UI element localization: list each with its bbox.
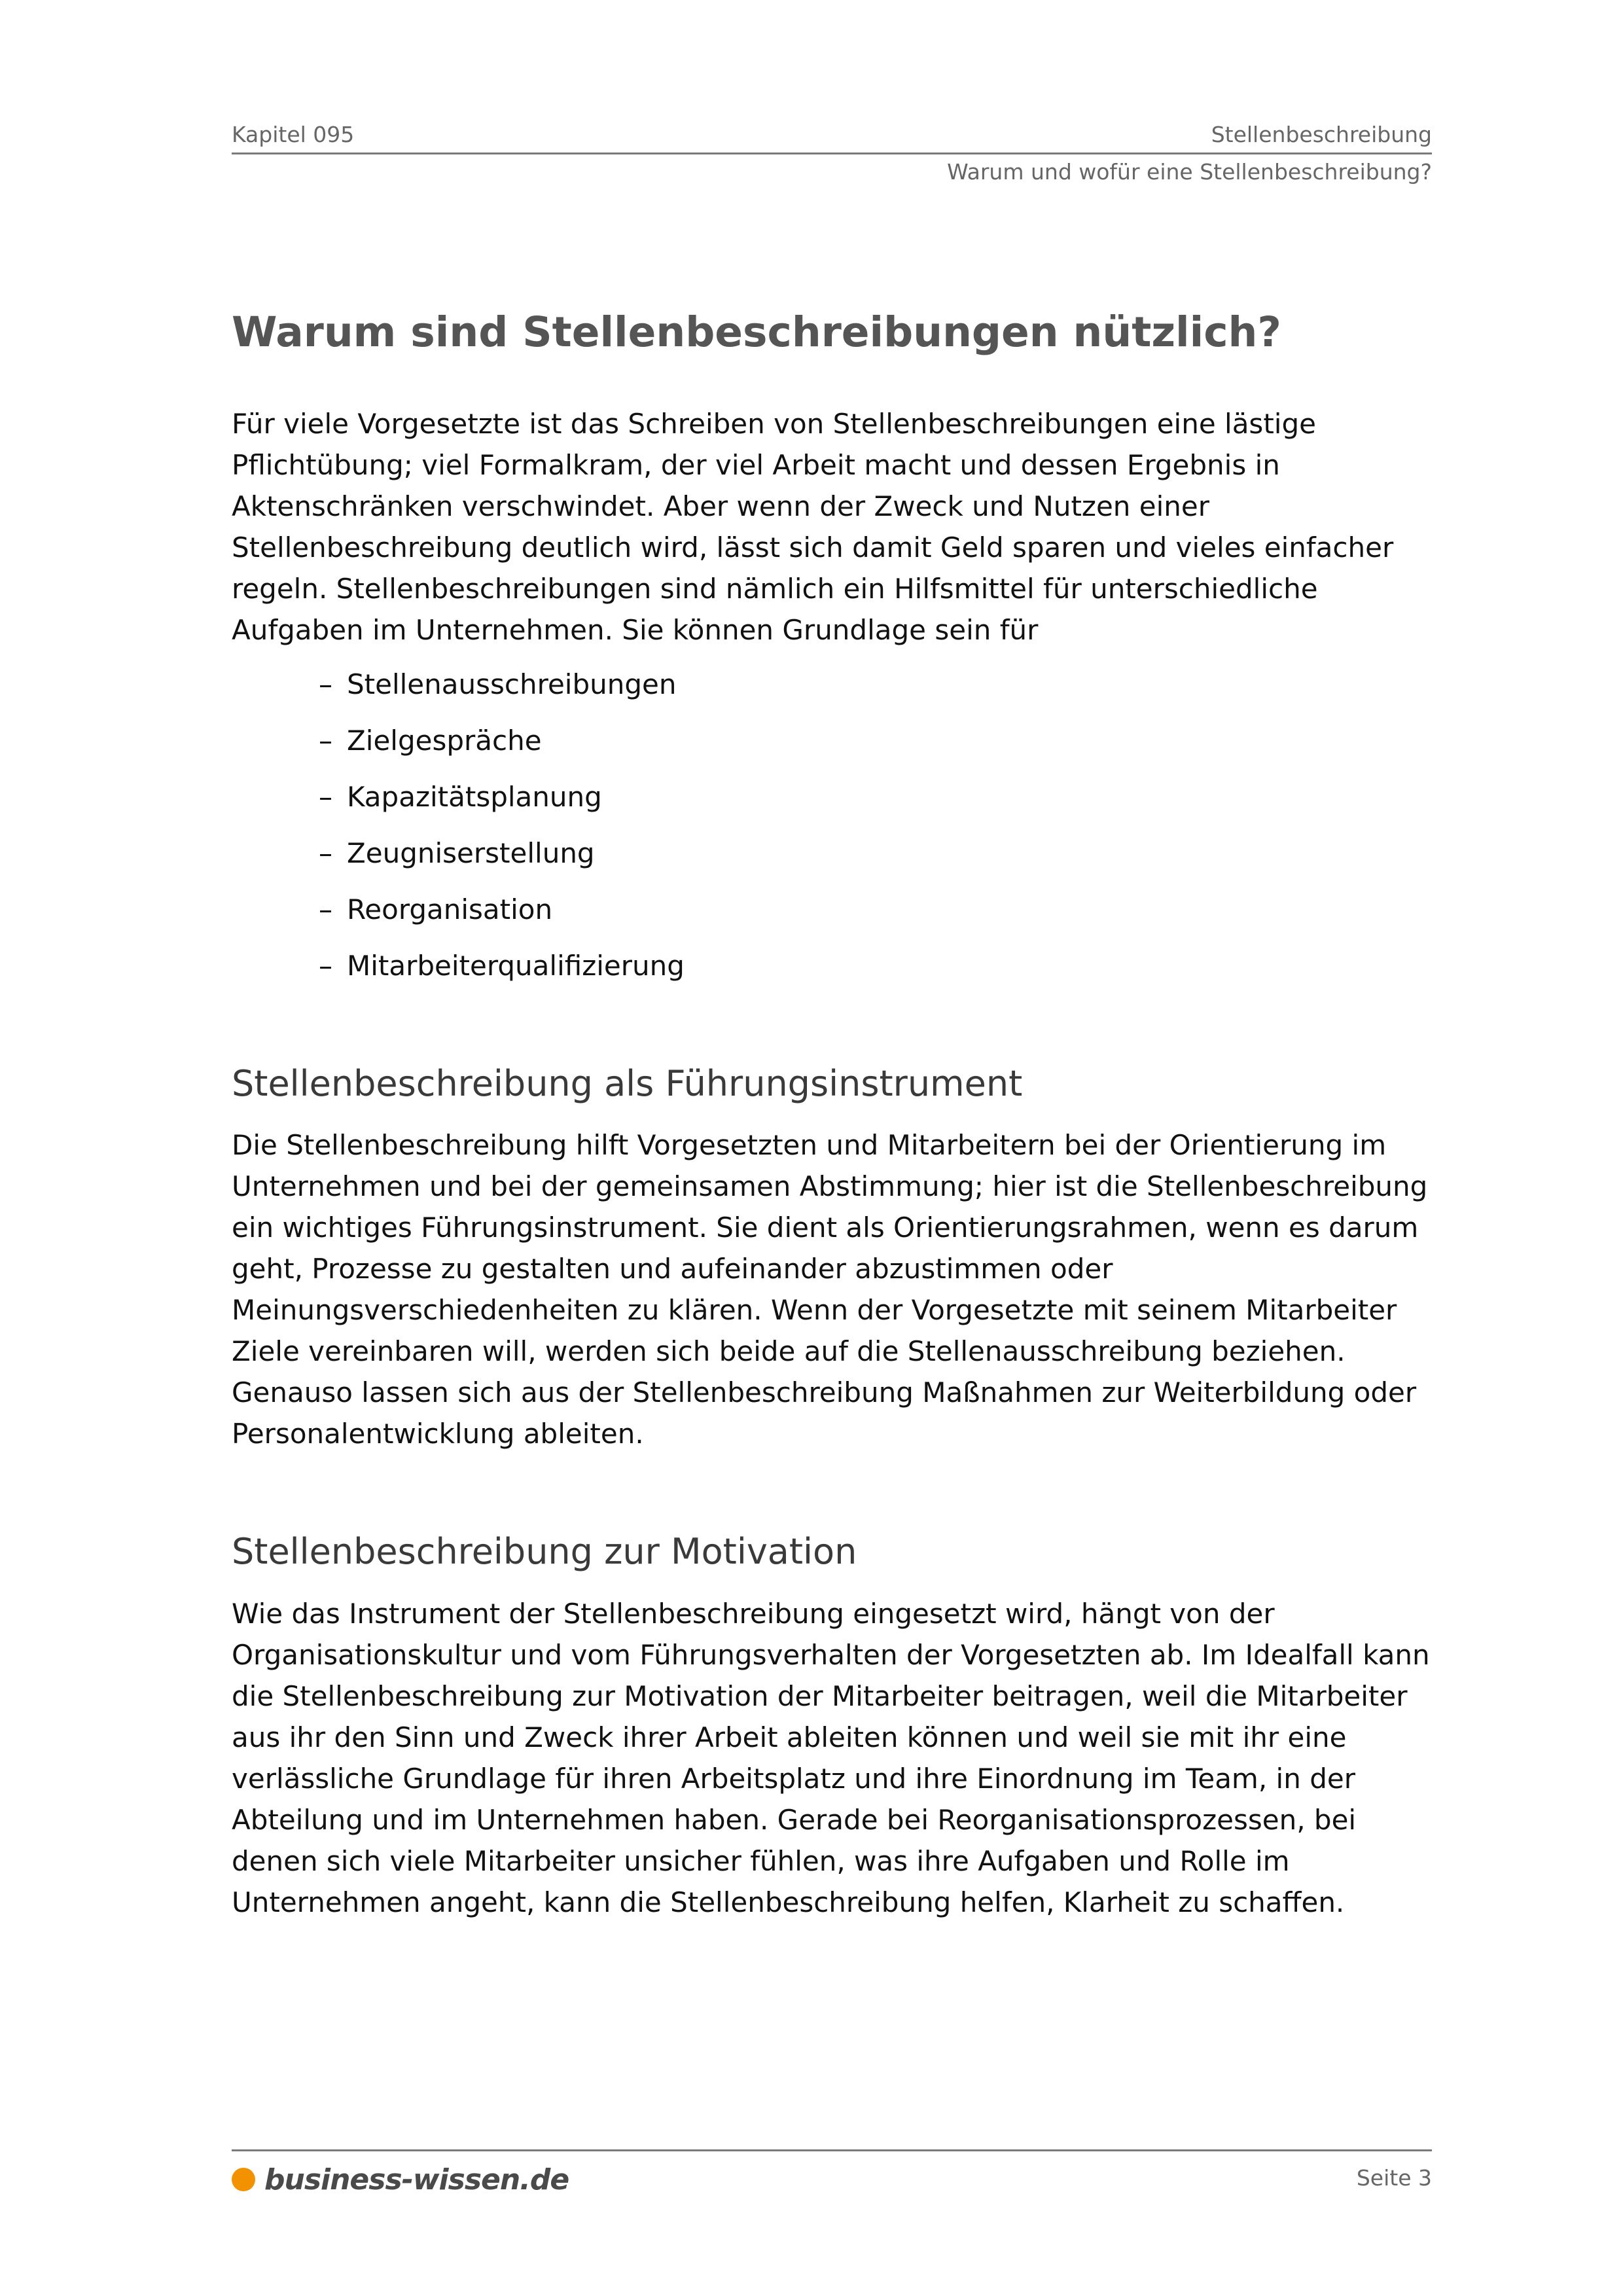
section-heading-motivation: Stellenbeschreibung zur Motivation bbox=[232, 1531, 857, 1573]
page-title: Warum sind Stellenbeschreibungen nützlich? bbox=[232, 308, 1281, 356]
page-number: Seite 3 bbox=[1356, 2165, 1432, 2191]
dash-marker: – bbox=[319, 780, 332, 813]
intro-paragraph: Für viele Vorgesetzte ist das Schreiben von Stellenbeschreibungen eine lästige Pflichtübung; viel Formalkram, der viel Arbeit macht und dessen Ergebnis in Aktenschränken verschwindet. Aber wenn der Zweck und Nutzen einer Stellenbeschreibung deutlich wird, lässt sich damit Geld sparen und vieles einfacher regeln. Stellenbeschreibungen sind nämlich ein Hilfsmittel für unterschiedliche Aufgaben im Unternehmen. Sie können Grundlage sein für bbox=[232, 407, 1394, 646]
dash-marker: – bbox=[319, 949, 332, 982]
list-item bbox=[232, 889, 1436, 930]
bullet-list bbox=[232, 664, 1436, 986]
list-item-label: Mitarbeiterqualifizierung bbox=[347, 949, 685, 982]
footer-logo bbox=[232, 2161, 569, 2198]
list-item bbox=[232, 720, 1436, 761]
list-item-label: Stellenausschreibungen bbox=[347, 668, 677, 700]
header-title: Stellenbeschreibung bbox=[1211, 122, 1432, 147]
section-paragraph-leadership: Die Stellenbeschreibung hilft Vorgesetzten und Mitarbeitern bei der Orientierung im Unternehmen und bei der gemeinsamen Abstimmung; hier ist die Stellenbeschreibung ein wichtiges Führungsinstrument. Sie dient als Orientierungsrahmen, wenn es darum geht, Prozesse zu gestalten und aufeinander abzustimmen oder Meinungsverschiedenheiten zu klären. Wenn der Vorgesetzte mit seinem Mitarbeiter Ziele vereinbaren will, werden sich beide auf die Stellenausschreibung beziehen. Genauso lassen sich aus der Stellenbeschreibung Maßnahmen zur Weiterbildung oder Personalentwicklung ableiten. bbox=[232, 1129, 1428, 1450]
section-heading-leadership: Stellenbeschreibung als Führungsinstrument bbox=[232, 1062, 1023, 1104]
list-item bbox=[232, 776, 1436, 817]
list-item bbox=[232, 945, 1436, 986]
list-item bbox=[232, 664, 1436, 705]
header-subtitle: Warum und wofür eine Stellenbeschreibung? bbox=[947, 159, 1432, 185]
list-item-label: Zielgespräche bbox=[347, 724, 542, 757]
dash-marker: – bbox=[319, 836, 332, 869]
header-chapter: Kapitel 095 bbox=[232, 122, 355, 147]
header-divider bbox=[232, 152, 1432, 154]
list-item-label: Kapazitätsplanung bbox=[347, 780, 602, 813]
list-item bbox=[232, 833, 1436, 874]
dash-marker: – bbox=[319, 724, 332, 757]
list-item-label: Zeugniserstellung bbox=[347, 836, 595, 869]
dash-marker: – bbox=[319, 893, 332, 925]
footer-divider bbox=[232, 2149, 1432, 2151]
logo-text: business-wissen.de bbox=[264, 2162, 569, 2197]
list-item-label: Reorganisation bbox=[347, 893, 553, 925]
main-content bbox=[232, 308, 1436, 1923]
dash-marker: – bbox=[319, 668, 332, 700]
section-paragraph-motivation: Wie das Instrument der Stellenbeschreibung eingesetzt wird, hängt von der Organisationskultur und vom Führungsverhalten der Vorgesetzten ab. Im Idealfall kann die Stellenbeschreibung zur Motivation der Mitarbeiter beitragen, weil die Mitarbeiter aus ihr den Sinn und Zweck ihrer Arbeit ableiten können und weil sie mit ihr eine verlässliche Grundlage für ihren Arbeitsplatz und ihre Einordnung im Team, in der Abteilung und im Unternehmen haben. Gerade bei Reorganisationsprozessen, bei denen sich viele Mitarbeiter unsicher fühlen, was ihre Aufgaben und Rolle im Unternehmen angeht, kann die Stellenbeschreibung helfen, Klarheit zu schaffen. bbox=[232, 1598, 1430, 1919]
orange-dot-icon bbox=[232, 2168, 255, 2191]
